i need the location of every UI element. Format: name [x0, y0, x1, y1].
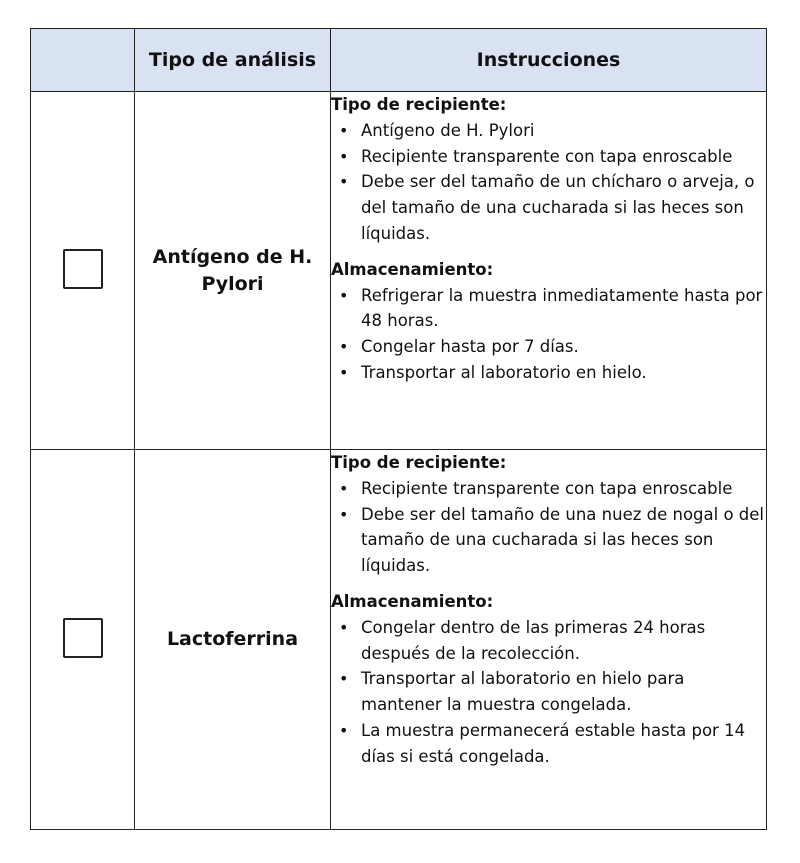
section-title: Almacenamiento: — [331, 259, 494, 279]
lactoferrina-checkbox[interactable] — [63, 618, 103, 658]
header-checkbox-column — [31, 29, 135, 92]
table-row — [31, 92, 767, 450]
h-pylori-checkbox[interactable] — [63, 249, 103, 289]
storage-section — [331, 257, 766, 386]
analysis-name: Antígeno de H. Pylori — [135, 92, 331, 450]
table-row — [31, 450, 767, 830]
section-title: Tipo de recipiente: — [331, 95, 507, 114]
list-item: • Debe ser del tamaño de una nuez de nogal o del tamaño de una cucharada si las heces son líquidas. — [331, 502, 766, 579]
checkbox-cell — [31, 92, 135, 450]
list-item: • Transportar al laboratorio en hielo. — [331, 360, 766, 386]
list-item: • Debe ser del tamaño de un chícharo o arveja, o del tamaño de una cucharada si las heces son líquidas. — [331, 169, 766, 246]
header-instructions: Instrucciones — [331, 29, 767, 92]
header-analysis-type: Tipo de análisis — [135, 29, 331, 92]
instructions-table — [30, 28, 767, 830]
list-item: • La muestra permanecerá estable hasta por 14 días si está congelada. — [331, 718, 766, 770]
list-item: • Antígeno de H. Pylori — [331, 118, 766, 144]
storage-section — [331, 589, 766, 770]
analysis-name: Lactoferrina — [135, 450, 331, 830]
list-item: • Transportar al laboratorio en hielo para mantener la muestra congelada. — [331, 666, 766, 718]
checkbox-cell — [31, 450, 135, 830]
list-item: • Congelar hasta por 7 días. — [331, 334, 766, 360]
instructions-cell — [331, 450, 767, 830]
list-item: • Congelar dentro de las primeras 24 horas después de la recolección. — [331, 615, 766, 667]
list-item: • Recipiente transparente con tapa enroscable — [331, 476, 766, 502]
list-item: • Refrigerar la muestra inmediatamente hasta por 48 horas. — [331, 283, 766, 335]
container-section — [331, 450, 766, 579]
container-section — [331, 92, 766, 247]
list-item: • Recipiente transparente con tapa enroscable — [331, 144, 766, 170]
header-row — [31, 29, 767, 92]
section-title: Tipo de recipiente: — [331, 453, 507, 472]
section-title: Almacenamiento: — [331, 591, 494, 611]
instructions-cell — [331, 92, 767, 450]
